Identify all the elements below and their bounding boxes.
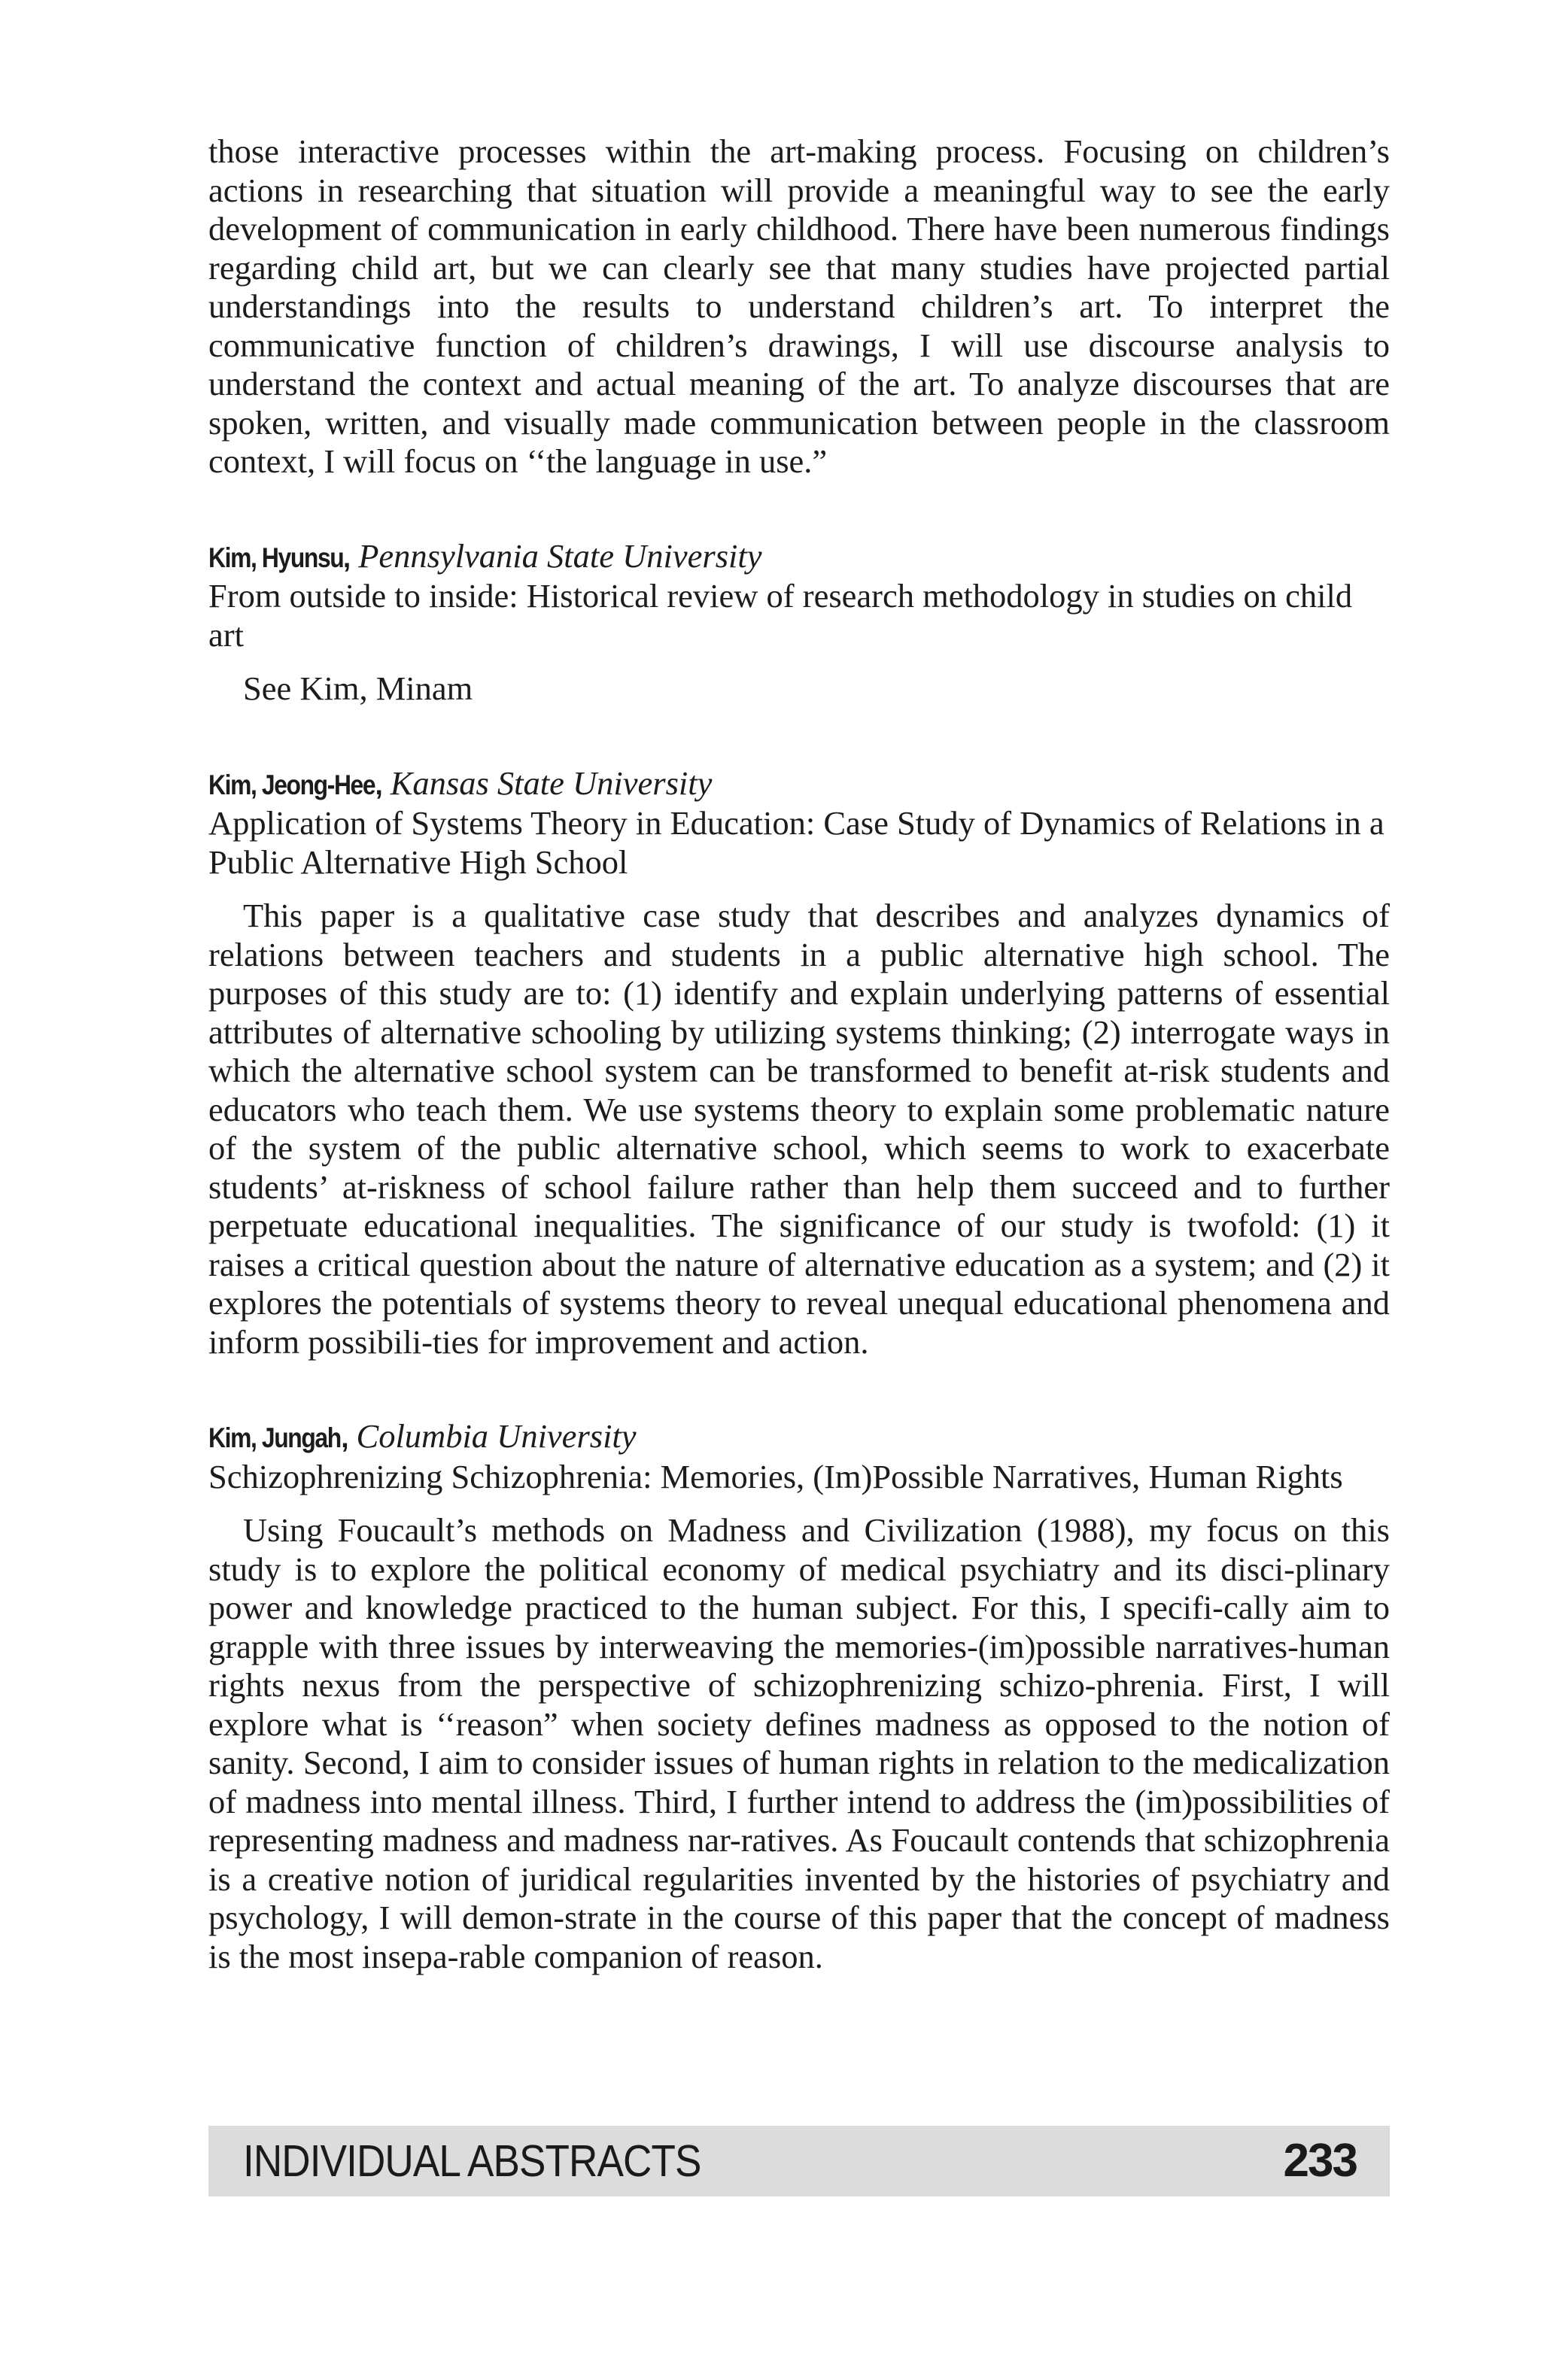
author-name: Kim, Jeong-Hee bbox=[208, 769, 375, 800]
section-label: INDIVIDUAL ABSTRACTS bbox=[243, 2136, 701, 2186]
abstract-entry bbox=[208, 764, 1390, 1362]
entry-header bbox=[208, 1417, 1390, 1458]
abstract-title: From outside to inside: Historical review of research methodology in studies on child art bbox=[208, 577, 1353, 654]
author-affiliation: Columbia University bbox=[356, 1417, 637, 1455]
author-affiliation: Kansas State University bbox=[390, 763, 713, 802]
entry-header bbox=[208, 764, 1390, 805]
continued-paragraph: those interactive processes within the art-making process. Focusing on children’s actions in researching that situation will provide a meaningful way to see the early development of communication in early childhood. There have been numerous findings regarding child art, but we can clearly see that many studies have projected partial understandings into the results to understand children’s art. To interpret the communicative function of children’s drawings, I will use discourse analysis to understand the context and actual meaning of the art. To analyze discourses that are spoken, written, and visually made communication between people in the classroom context, I will focus on ‘‘the language in use.” bbox=[208, 132, 1390, 480]
abstract-entry bbox=[208, 1417, 1390, 1976]
author-name: Kim, Hyunsu bbox=[208, 542, 344, 573]
entry-header bbox=[208, 537, 1390, 578]
author-name: Kim, Jungah bbox=[208, 1422, 341, 1453]
author-affiliation: Pennsylvania State University bbox=[358, 536, 762, 575]
author-comma: , bbox=[342, 542, 351, 573]
abstract-title: Application of Systems Theory in Education: Case Study of Dynamics of Relations in a Public Alternative High School bbox=[208, 804, 1384, 881]
abstract-body: Using Foucault’s methods on Madness and Civilization (1988), my focus on this study is to explore the political economy of medical psychiatry and its disci-plinary power and knowledge practiced to the human subject. For this, I specifi-cally aim to grapple with three issues by interweaving the memories-(im)possible narratives-human rights nexus from the perspective of schizophrenizing schizo-phrenia. First, I will explore what is ‘‘reason” when society defines madness as opposed to the notion of sanity. Second, I aim to consider issues of human rights in relation to the medicalization of madness into mental illness. Third, I further intend to address the (im)possibilities of representing madness and madness nar-ratives. As Foucault contends that schizophrenia is a creative notion of juridical regularities invented by the histories of psychiatry and psychology, I will demon-strate in the course of this paper that the concept of madness is the most insepa-rable companion of reason. bbox=[208, 1511, 1390, 1975]
author-comma: , bbox=[341, 1422, 349, 1453]
abstracts-page bbox=[208, 132, 1390, 1976]
author-comma: , bbox=[375, 769, 383, 800]
abstract-entry bbox=[208, 537, 1390, 709]
running-footer bbox=[208, 2126, 1390, 2196]
abstract-body: This paper is a qualitative case study that describes and analyzes dynamics of relations between teachers and students in a public alternative high school. The purposes of this study are to: (1) identify and explain underlying patterns of essential attributes of alternative schooling by utilizing systems thinking; (2) interrogate ways in which the alternative school system can be transformed to benefit at-risk students and educators who teach them. We use systems theory to explain some problematic nature of the system of the public alternative school, which seems to work to exacerbate students’ at-riskness of school failure rather than help them succeed and to further perpetuate educational inequalities. The significance of our study is twofold: (1) it raises a critical question about the nature of alternative education as a system; and (2) it explores the potentials of systems theory to reveal unequal educational phenomena and inform possibili-ties for improvement and action. bbox=[208, 897, 1390, 1361]
see-reference: See Kim, Minam bbox=[243, 669, 473, 707]
abstract-title: Schizophrenizing Schizophrenia: Memories, (Im)Possible Narratives, Human Rights bbox=[208, 1457, 1343, 1495]
page-number: 233 bbox=[1283, 2135, 1357, 2187]
